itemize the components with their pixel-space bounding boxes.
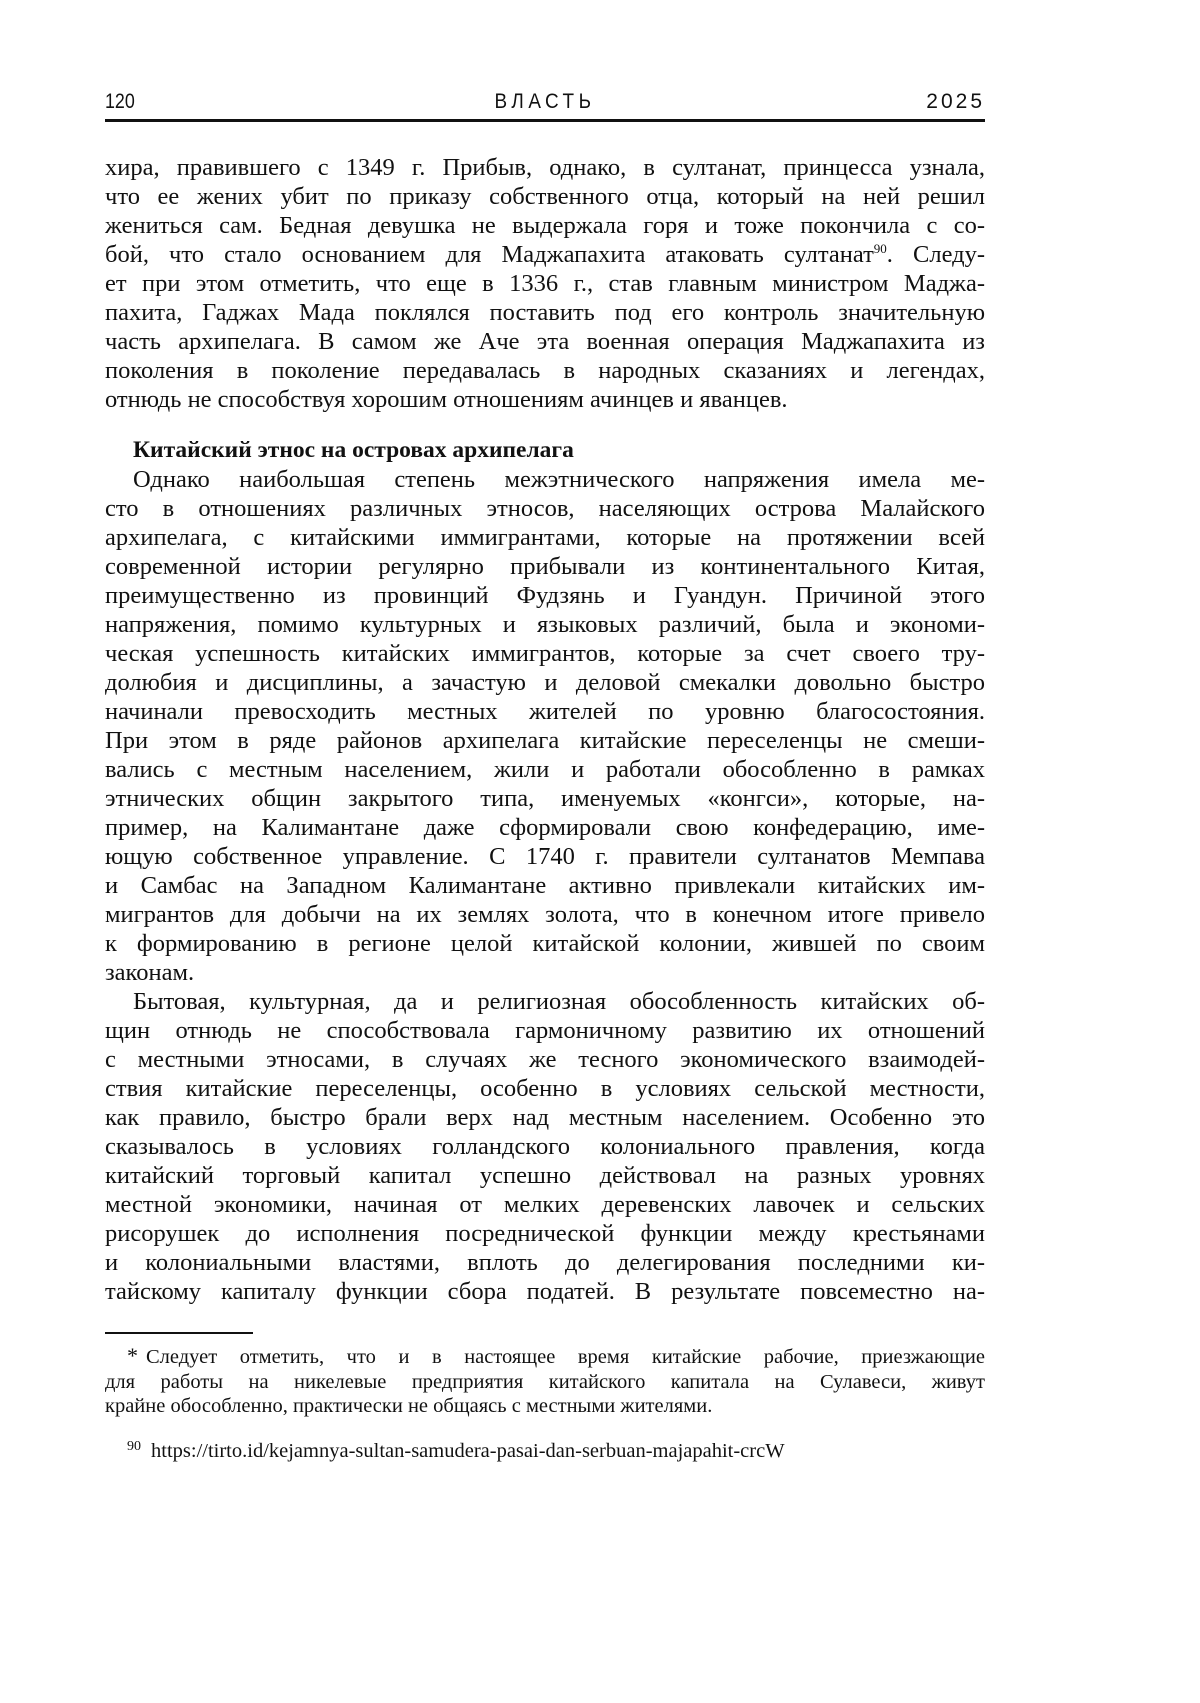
- text-line: местной экономики, начиная от мелких деревенских лавочек и сельских: [105, 1190, 985, 1219]
- text-line: законам.: [105, 958, 985, 987]
- journal-title: ВЛАСТЬ: [149, 90, 941, 114]
- text-line: с местными этносами, в случаях же тесного экономического взаимодей-: [105, 1045, 985, 1074]
- text-line: этнических общин закрытого типа, именуемых «конгси», которые, на-: [105, 784, 985, 813]
- text-line: поколения в поколение передавалась в народных сказаниях и легендах,: [105, 356, 985, 385]
- text-line: ет при этом отметить, что еще в 1336 г., став главным министром Маджа-: [105, 269, 985, 298]
- text-line: мигрантов для добычи на их землях золота, что в конечном итоге привело: [105, 900, 985, 929]
- journal-year: 2025: [926, 90, 985, 114]
- footnote-90: [105, 1433, 985, 1465]
- running-header: [105, 88, 985, 120]
- page-column: [105, 153, 985, 1465]
- footnote-star: [105, 1344, 985, 1419]
- paragraph: [105, 465, 985, 987]
- text-line: пахита, Гаджах Мада поклялся поставить под его контроль значительную: [105, 298, 985, 327]
- footnote-line: [105, 1344, 985, 1370]
- paragraph: [105, 153, 985, 414]
- text-line: хира, правившего с 1349 г. Прибыв, однако, в султанат, принцесса узнала,: [105, 153, 985, 182]
- text-line: долюбия и дисциплины, а зачастую и деловой смекалки довольно быстро: [105, 668, 985, 697]
- text-line: [105, 240, 985, 269]
- footnote-number: 90: [105, 1439, 151, 1454]
- header-rule: [105, 119, 985, 122]
- footnote-text: крайне обособленно, практически не общаясь с местными жителями.: [105, 1395, 712, 1417]
- text-line: пример, на Калимантане даже сформировали свою конфедерацию, име-: [105, 813, 985, 842]
- text-line: Бытовая, культурная, да и религиозная обособленность китайских об-: [105, 987, 985, 1016]
- text-line: что ее жених убит по приказу собственного отца, который на ней решил: [105, 182, 985, 211]
- text-line: отнюдь не способствуя хорошим отношениям ачинцев и яванцев.: [105, 385, 985, 414]
- paragraph: [105, 987, 985, 1306]
- footnote-asterisk: *: [105, 1343, 146, 1368]
- text-line: ющую собственное управление. С 1740 г. правители султанатов Мемпава: [105, 842, 985, 871]
- footnote-line: [105, 1394, 985, 1419]
- text-line: к формированию в регионе целой китайской колонии, жившей по своим: [105, 929, 985, 958]
- text-line: рисорушек до исполнения посреднической функции между крестьянами: [105, 1219, 985, 1248]
- text-line: часть архипелага. В самом же Аче эта военная операция Маджапахита из: [105, 327, 985, 356]
- text-line: современной истории регулярно прибывали из континентального Китая,: [105, 552, 985, 581]
- text-line: сказывалось в условиях голландского колониального правления, когда: [105, 1132, 985, 1161]
- text-line: начинали превосходить местных жителей по уровню благосостояния.: [105, 697, 985, 726]
- text-segment: бой, что стало основанием для Маджапахита атаковать султанат: [105, 241, 874, 268]
- text-line: напряжения, помимо культурных и языковых различий, была и экономи-: [105, 610, 985, 639]
- gap-spacer: [105, 414, 985, 436]
- text-line: ческая успешность китайских иммигрантов, которые за счет своего тру-: [105, 639, 985, 668]
- text-line: щин отнюдь не способствовала гармоничному развитию их отношений: [105, 1016, 985, 1045]
- text-line: архипелага, с китайскими иммигрантами, которые на протяжении всей: [105, 523, 985, 552]
- text-line: и Самбас на Западном Калимантане активно привлекали китайских им-: [105, 871, 985, 900]
- text-line: При этом в ряде районов архипелага китайские переселенцы не смеши-: [105, 726, 985, 755]
- text-line: преимущественно из провинций Фудзянь и Гуандун. Причиной этого: [105, 581, 985, 610]
- text-line: как правило, быстро брали верх над местным населением. Особенно это: [105, 1103, 985, 1132]
- text-line: сто в отношениях различных этносов, населяющих острова Малайского: [105, 494, 985, 523]
- text-line: китайский торговый капитал успешно действовал на разных уровнях: [105, 1161, 985, 1190]
- text-line: и колониальными властями, вплоть до делегирования последними ки-: [105, 1248, 985, 1277]
- text-line: жениться сам. Бедная девушка не выдержала горя и тоже покончила с со-: [105, 211, 985, 240]
- footnote-text: для работы на никелевые предприятия китайского капитала на Сулавеси, живут: [105, 1371, 985, 1393]
- text-segment: . Следу-: [887, 241, 985, 268]
- footnote-text: Следует отметить, что и в настоящее время китайские рабочие, приезжающие: [146, 1346, 985, 1368]
- text-line: Однако наибольшая степень межэтнического напряжения имела ме-: [105, 465, 985, 494]
- footnote-separator: [105, 1332, 253, 1334]
- page-number: 120: [105, 90, 135, 114]
- text-line: ствия китайские переселенцы, особенно в условиях сельской местности,: [105, 1074, 985, 1103]
- footnote-ref: 90: [874, 241, 887, 256]
- section-heading: Китайский этнос на островах архипелага: [105, 436, 985, 465]
- text-line: тайскому капиталу функции сбора податей. В результате повсеместно на-: [105, 1277, 985, 1306]
- text-line: вались с местным населением, жили и работали обособленно в рамках: [105, 755, 985, 784]
- footnote-url: https://tirto.id/kejamnya-sultan-samudera-pasai-dan-serbuan-majapahit-crcW: [151, 1440, 785, 1462]
- footnote-line: [105, 1370, 985, 1395]
- main-text: [105, 153, 985, 1306]
